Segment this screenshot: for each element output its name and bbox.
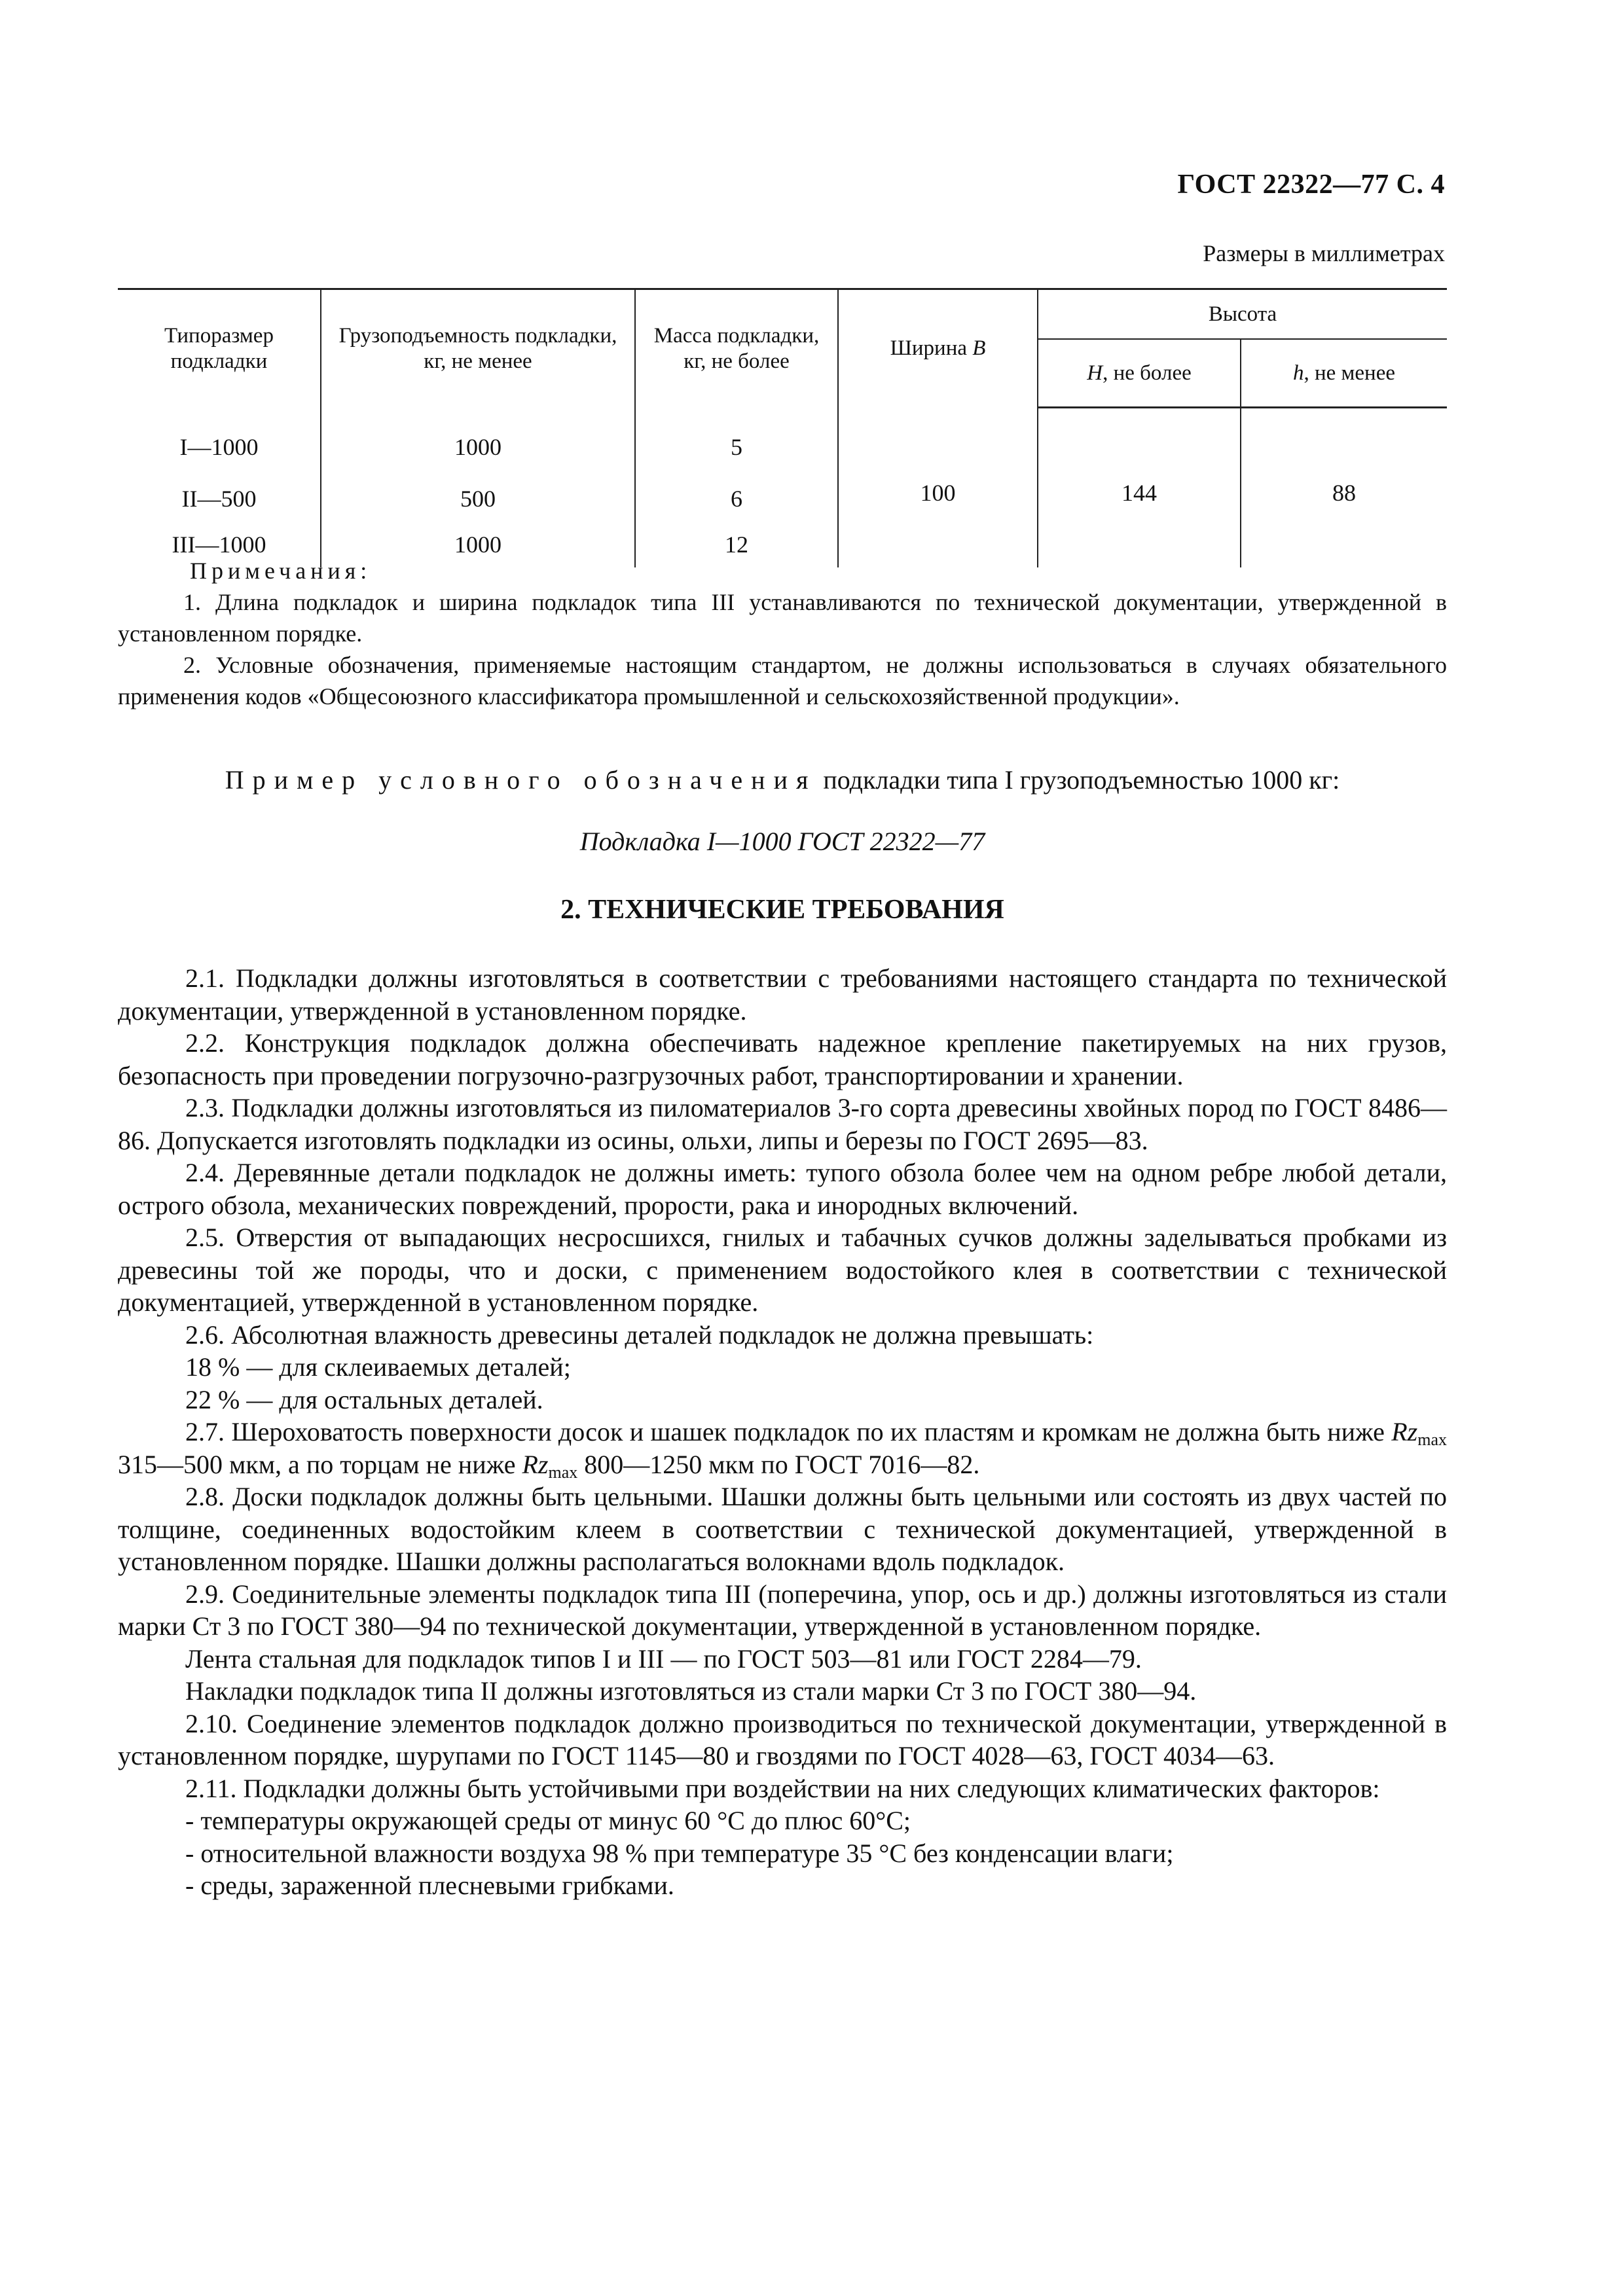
header-H-text: , не более <box>1103 361 1192 385</box>
table-row <box>118 408 1447 476</box>
cell-capacity: 500 <box>321 476 635 522</box>
note-item: 1. Длина подкладок и ширина подкладок типа III устанавливаются по технической документации, утвержденной в установленном порядке. <box>118 589 1447 647</box>
designation-code: Подкладка I—1000 ГОСТ 22322—77 <box>579 827 985 856</box>
rz-symbol: Rz <box>522 1449 549 1479</box>
rz-subscript: max <box>548 1462 578 1482</box>
notes-title: Примечания: <box>190 558 372 584</box>
header-capacity: Грузоподъемность подкладки, кг, не менее <box>321 289 635 408</box>
designation-example-rest: подкладки типа I грузоподъемностью 1000 кг: <box>816 765 1340 795</box>
paragraph: Лента стальная для подкладок типов I и III — по ГОСТ 503—81 или ГОСТ 2284—79. <box>185 1643 1142 1674</box>
cell-width: 100 <box>838 408 1038 567</box>
page-header-code: ГОСТ 22322—77 С. 4 <box>1177 170 1445 200</box>
paragraph: 2.8. Доски подкладок должны быть цельными. Шашки должны быть цельными или состоять из двух частей по толщине, соединенных водостойким клеем в соответствии с технической документацией, утвержденной в установленном порядке. Шашки должны располагаться волокнами вдоль подкладок. <box>118 1482 1447 1576</box>
cell-type: III—1000 <box>118 522 321 567</box>
cell-capacity: 1000 <box>321 408 635 476</box>
cell-type: I—1000 <box>118 408 321 476</box>
paragraph: Накладки подкладок типа II должны изготовляться из стали марки Ст 3 по ГОСТ 380—94. <box>185 1676 1197 1706</box>
header-type: Типоразмер подкладки <box>118 289 321 408</box>
paragraph: 2.4. Деревянные детали подкладок не должны иметь: тупого обзола более чем на одном ребре любой детали, острого обзола, механических повреждений, прорости, рака и инородных включений. <box>118 1158 1447 1220</box>
rz-symbol: Rz <box>1391 1417 1418 1446</box>
paragraph-roughness <box>118 1416 1447 1480</box>
paragraph: 2.11. Подкладки должны быть устойчивыми при воздействии на них следующих климатических факторов: <box>185 1773 1380 1803</box>
paragraph: - среды, зараженной плесневыми грибками. <box>185 1871 674 1900</box>
cell-mass: 12 <box>635 522 838 567</box>
cell-mass: 5 <box>635 408 838 476</box>
header-width-var: B <box>972 336 986 361</box>
rz-subscript: max <box>1417 1430 1447 1449</box>
paragraph: 18 % — для склеиваемых деталей; <box>185 1352 571 1382</box>
header-height: Высота <box>1038 289 1447 340</box>
roughness-text-c: 800—1250 мкм по ГОСТ 7016—82. <box>577 1449 980 1479</box>
header-h-var: h <box>1292 361 1304 385</box>
cell-h: 88 <box>1241 408 1447 567</box>
paragraph: 2.2. Конструкция подкладок должна обеспечивать надежное крепление пакетируемых на них грузов, безопасность при проведении погрузочно-разгрузочных работ, транспортировании и хранении. <box>118 1028 1447 1090</box>
paragraph: 2.1. Подкладки должны изготовляться в соответствии с требованиями настоящего стандарта по технической документации, утвержденной в установленном порядке. <box>118 963 1447 1026</box>
cell-mass: 6 <box>635 476 838 522</box>
header-H-var: H <box>1087 361 1103 385</box>
note-item: 2. Условные обозначения, применяемые настоящим стандартом, не должны использоваться в случаях обязательного применения кодов «Общесоюзного классификатора промышленной и сельскохозяйственной продукции». <box>118 652 1447 709</box>
paragraph: 22 % — для остальных деталей. <box>185 1384 543 1414</box>
spec-table-wrapper <box>118 288 1447 567</box>
paragraph: 2.3. Подкладки должны изготовляться из пиломатериалов 3-го сорта древесины хвойных пород по ГОСТ 8486—86. Допускается изготовлять подкладки из осины, ольхи, липы и березы по ГОСТ 2695—83. <box>118 1093 1447 1155</box>
paragraph: 2.9. Соединительные элементы подкладок типа III (поперечина, упор, ось и др.) должны изготовляться из стали марки Ст 3 по ГОСТ 380—94 по технической документации, утвержденной в установленном порядке. <box>118 1579 1447 1641</box>
units-note: Размеры в миллиметрах <box>1203 240 1445 266</box>
paragraph: - температуры окружающей среды от минус 60 °С до плюс 60°С; <box>185 1806 911 1835</box>
header-mass: Масса подкладки, кг, не более <box>635 289 838 408</box>
cell-H: 144 <box>1038 408 1241 567</box>
paragraph: - относительной влажности воздуха 98 % при температуре 35 °С без конденсации влаги; <box>185 1838 1174 1868</box>
designation-example <box>118 764 1447 795</box>
roughness-text-a: 2.7. Шероховатость поверхности досок и шашек подкладок по их пластям и кромкам не должна быть ниже <box>185 1417 1392 1446</box>
spec-table <box>118 288 1447 567</box>
header-width <box>838 289 1038 408</box>
cell-type: II—500 <box>118 476 321 522</box>
requirements-text <box>118 962 1447 1902</box>
header-h-text: , не менее <box>1304 361 1396 385</box>
header-H <box>1038 339 1241 408</box>
paragraph: 2.10. Соединение элементов подкладок должно производиться по технической документации, утвержденной в установленном порядке, шурупами по ГОСТ 1145—80 и гвоздями по ГОСТ 4028—63, ГОСТ 4034—63. <box>118 1708 1447 1770</box>
paragraph: 2.5. Отверстия от выпадающих несросшихся, гнилых и табачных сучков должны заделываться пробками из древесины той же породы, что и доски, с применением водостойкого клея в соответствии с технической документацией, утвержденной в установленном порядке. <box>118 1223 1447 1317</box>
header-width-label: Ширина <box>890 336 973 361</box>
notes-block <box>118 555 1447 712</box>
header-h <box>1241 339 1447 408</box>
section-title: 2. ТЕХНИЧЕСКИЕ ТРЕБОВАНИЯ <box>560 895 1004 925</box>
paragraph: 2.6. Абсолютная влажность древесины деталей подкладок не должна превышать: <box>185 1319 1094 1350</box>
cell-capacity: 1000 <box>321 522 635 567</box>
roughness-text-b: 315—500 мкм, а по торцам не ниже <box>118 1449 522 1479</box>
designation-example-lead: Пример условного обозначения <box>225 765 817 795</box>
